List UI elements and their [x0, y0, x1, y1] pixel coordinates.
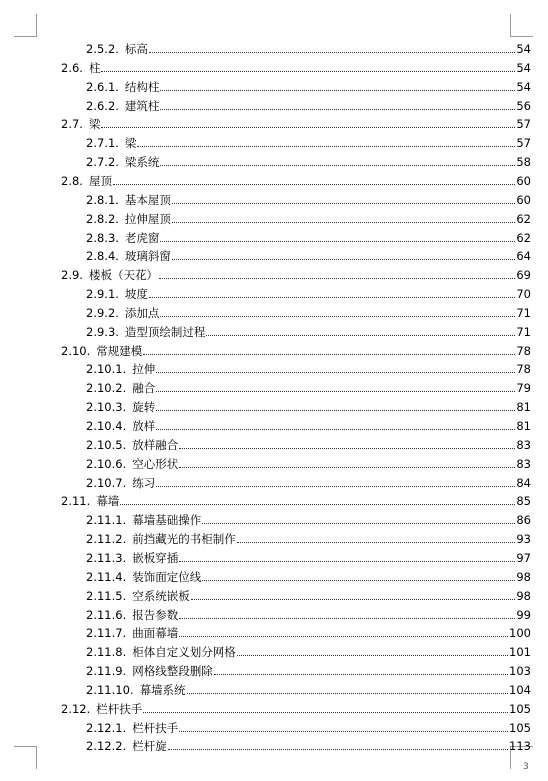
toc-entry-page: 85 — [516, 494, 531, 509]
toc-entry-title: 报告参数 — [132, 607, 179, 622]
toc-entry-page: 60 — [516, 173, 531, 188]
toc-entry-title: 标高 — [124, 42, 148, 56]
toc-entry-number: 2.12.1. — [86, 720, 127, 735]
toc-dot-leader — [191, 599, 516, 600]
toc-entry-page: 98 — [516, 569, 531, 584]
toc-entry-number: 2.8.4. — [86, 249, 119, 264]
toc-dot-leader — [159, 278, 515, 279]
toc-dot-leader — [179, 561, 515, 562]
toc-entry[interactable] — [0, 546, 548, 565]
toc-entry-title: 融合 — [132, 381, 156, 396]
toc-entry-page: 60 — [516, 192, 531, 207]
toc-entry-number: 2.10.6. — [86, 456, 127, 471]
toc-entry-page: 78 — [516, 343, 531, 358]
toc-dot-leader — [137, 146, 515, 147]
toc-entry-number: 2.10.2. — [86, 381, 127, 396]
toc-entry-number: 2.6.2. — [86, 98, 119, 113]
toc-entry[interactable] — [0, 226, 548, 245]
toc-entry[interactable] — [0, 734, 548, 753]
toc-entry-title: 幕墙基础操作 — [132, 513, 202, 528]
toc-dot-leader — [206, 335, 515, 336]
toc-entry-number: 2.8.2. — [86, 211, 119, 226]
toc-entry-page: 83 — [516, 456, 531, 471]
toc-dot-leader — [172, 259, 515, 260]
toc-entry-page: 70 — [516, 287, 531, 302]
toc-dot-leader — [202, 580, 515, 581]
toc-entry[interactable] — [0, 207, 548, 226]
toc-entry-title: 常规建模 — [96, 343, 143, 358]
toc-entry-page: 86 — [516, 513, 531, 528]
toc-dot-leader — [179, 448, 515, 449]
toc-entry-page: 103 — [509, 664, 531, 679]
toc-entry-title: 嵌板穿插 — [132, 550, 179, 565]
toc-entry[interactable] — [0, 508, 548, 527]
toc-entry-title: 练习 — [132, 475, 156, 490]
toc-entry-number: 2.8.3. — [86, 230, 119, 245]
toc-entry[interactable] — [0, 169, 548, 188]
toc-entry-page: 83 — [516, 437, 531, 452]
toc-entry-number: 2.10.5. — [86, 437, 127, 452]
toc-entry[interactable] — [0, 678, 548, 697]
toc-entry-title: 栏杆旋 — [132, 739, 167, 754]
toc-entry-page: 71 — [516, 305, 531, 320]
toc-entry-title: 拉伸 — [132, 362, 156, 377]
page-number: 3 — [523, 762, 529, 772]
toc-entry-number: 2.9.2. — [86, 305, 119, 320]
toc-dot-leader — [156, 486, 515, 487]
toc-dot-leader — [214, 674, 508, 675]
toc-entry-number: 2.12.2. — [86, 739, 127, 754]
crop-mark-top-left — [14, 14, 37, 37]
toc-entry-page: 64 — [516, 249, 531, 264]
toc-entry[interactable] — [0, 244, 548, 263]
toc-entry-page: 101 — [509, 645, 531, 660]
toc-entry-page: 84 — [516, 475, 531, 490]
toc-entry-number: 2.8.1. — [86, 192, 119, 207]
toc-dot-leader — [160, 165, 515, 166]
toc-entry-page: 69 — [516, 268, 531, 283]
toc-dot-leader — [172, 222, 515, 223]
toc-entry[interactable] — [0, 433, 548, 452]
toc-entry-title: 坡度 — [124, 287, 148, 302]
toc-entry-title: 柜体自定义划分网格 — [132, 645, 236, 660]
toc-entry-title: 旋转 — [132, 400, 156, 415]
toc-entry-number: 2.11.3. — [86, 550, 127, 565]
toc-entry-title: 添加点 — [124, 305, 160, 320]
toc-entry[interactable] — [0, 263, 548, 282]
toc-dot-leader — [202, 523, 515, 524]
toc-entry-title: 曲面幕墙 — [132, 626, 179, 641]
toc-entry-page: 100 — [509, 626, 531, 641]
toc-entry-title: 柱 — [88, 60, 101, 75]
toc-dot-leader — [237, 655, 508, 656]
toc-entry-title: 建筑柱 — [124, 98, 160, 113]
toc-dot-leader — [179, 467, 515, 468]
toc-entry-title: 空心形状 — [132, 456, 179, 471]
toc-entry-number: 2.10.3. — [86, 400, 127, 415]
toc-entry-page: 57 — [516, 136, 531, 151]
toc-entry[interactable] — [0, 75, 548, 94]
toc-entry-page: 105 — [509, 720, 531, 735]
toc-entry-page: 99 — [516, 607, 531, 622]
toc-entry-number: 2.11.5. — [86, 588, 127, 603]
toc-entry-number: 2.6. — [61, 60, 83, 75]
crop-mark-top-right — [510, 14, 533, 37]
toc-entry-title: 梁系统 — [124, 155, 160, 170]
toc-entry-page: 104 — [509, 682, 531, 697]
toc-entry[interactable] — [0, 489, 548, 508]
toc-dot-leader — [156, 391, 515, 392]
toc-entry-title: 空系统嵌板 — [132, 588, 190, 603]
toc-entry-number: 2.10.7. — [86, 475, 127, 490]
toc-entry-title: 梁 — [88, 117, 101, 132]
toc-entry[interactable] — [0, 716, 548, 735]
toc-entry-title: 放样融合 — [132, 437, 179, 452]
toc-entry-number: 2.7.2. — [86, 155, 119, 170]
toc-entry[interactable] — [0, 697, 548, 716]
toc-entry-page: 57 — [516, 117, 531, 132]
toc-dot-leader — [179, 618, 515, 619]
toc-entry-title: 装饰面定位线 — [132, 569, 202, 584]
toc-dot-leader — [143, 712, 508, 713]
toc-entry-number: 2.11.2. — [86, 532, 127, 547]
toc-entry-number: 2.9.1. — [86, 287, 119, 302]
toc-entry-title: 造型顶绘制过程 — [124, 324, 206, 339]
toc-entry-title: 栏杆扶手 — [96, 701, 143, 716]
toc-entry-page: 58 — [516, 155, 531, 170]
toc-entry-number: 2.11.8. — [86, 645, 127, 660]
toc-dot-leader — [149, 297, 515, 298]
toc-entry[interactable] — [0, 94, 548, 113]
toc-entry-page: 54 — [516, 79, 531, 94]
toc-entry-page: 62 — [516, 230, 531, 245]
toc-entry-page: 105 — [509, 701, 531, 716]
toc-entry-page: 79 — [516, 381, 531, 396]
toc-entry-number: 2.11.4. — [86, 569, 127, 584]
toc-entry-number: 2.6.1. — [86, 79, 119, 94]
toc-entry-number: 2.10. — [61, 343, 91, 358]
toc-entry-title: 前挡藏光的书柜制作 — [132, 532, 236, 547]
toc-dot-leader — [120, 504, 515, 505]
toc-entry-number: 2.12. — [61, 701, 91, 716]
toc-entry-title: 楼板（天花） — [88, 268, 158, 283]
toc-dot-leader — [160, 109, 515, 110]
toc-entry[interactable] — [0, 37, 548, 56]
toc-entry-number: 2.11.10. — [86, 682, 134, 697]
toc-dot-leader — [113, 184, 515, 185]
toc-entry[interactable] — [0, 150, 548, 169]
toc-dot-leader — [237, 542, 516, 543]
toc-entry-page: 56 — [516, 98, 531, 113]
toc-dot-leader — [156, 410, 515, 411]
toc-entry-page: 78 — [516, 362, 531, 377]
toc-dot-leader — [101, 127, 515, 128]
toc-dot-leader — [149, 52, 515, 53]
toc-entry[interactable] — [0, 339, 548, 358]
toc-entry-page: 62 — [516, 211, 531, 226]
toc-entry[interactable] — [0, 565, 548, 584]
toc-entry[interactable] — [0, 188, 548, 207]
toc-dot-leader — [187, 693, 508, 694]
toc-dot-leader — [160, 90, 515, 91]
toc-entry-number: 2.8. — [61, 173, 83, 188]
toc-entry[interactable] — [0, 56, 548, 75]
toc-entry[interactable] — [0, 584, 548, 603]
toc-dot-leader — [168, 749, 508, 750]
toc-entry[interactable] — [0, 621, 548, 640]
toc-entry-page: 113 — [509, 739, 531, 754]
toc-entry[interactable] — [0, 357, 548, 376]
toc-entry[interactable] — [0, 131, 548, 150]
toc-entry-page: 71 — [516, 324, 531, 339]
toc-entry-title: 结构柱 — [124, 79, 160, 94]
toc-entry-page: 81 — [516, 419, 531, 433]
toc-entry-number: 2.11.6. — [86, 607, 127, 622]
toc-entry-page: 54 — [516, 42, 531, 56]
toc-entry-page: 81 — [516, 400, 531, 415]
toc-entry-title: 幕墙系统 — [139, 682, 186, 697]
toc-entry-title: 屋顶 — [88, 173, 112, 188]
toc-entry-title: 老虎窗 — [124, 230, 160, 245]
toc-entry[interactable] — [0, 471, 548, 490]
toc-entry-title: 拉伸屋顶 — [124, 211, 171, 226]
toc-entry-number: 2.9. — [61, 268, 83, 283]
toc-entry-number: 2.11.7. — [86, 626, 127, 641]
toc-entry-title: 梁 — [124, 136, 137, 151]
toc-entry[interactable] — [0, 282, 548, 301]
toc-dot-leader — [156, 372, 515, 373]
toc-entry-number: 2.10.4. — [86, 419, 127, 433]
toc-entry-number: 2.11.9. — [86, 664, 127, 679]
toc-dot-leader — [160, 316, 515, 317]
toc-entry-title: 玻璃斜窗 — [124, 249, 171, 264]
toc-entry-number: 2.7.1. — [86, 136, 119, 151]
toc-entry-number: 2.11.1. — [86, 513, 127, 528]
toc-entry-title: 基本屋顶 — [124, 192, 171, 207]
toc-entry-page: 97 — [516, 550, 531, 565]
toc-entry-title: 放样 — [132, 419, 156, 433]
toc-entry[interactable] — [0, 112, 548, 131]
toc-dot-leader — [172, 203, 515, 204]
toc-entry[interactable] — [0, 527, 548, 546]
toc-entry[interactable] — [0, 376, 548, 395]
toc-entry-page: 98 — [516, 588, 531, 603]
toc-entry-title: 栏杆扶手 — [132, 720, 179, 735]
toc-entry[interactable] — [0, 395, 548, 414]
toc-entry[interactable] — [0, 320, 548, 339]
toc-entry-number: 2.11. — [61, 494, 91, 509]
toc-entry-number: 2.5.2. — [86, 42, 119, 56]
toc-entry[interactable] — [0, 301, 548, 320]
toc-entry-title: 网格线整段删除 — [132, 664, 213, 679]
toc-entry-title: 幕墙 — [96, 494, 120, 509]
toc-dot-leader — [179, 731, 508, 732]
toc-entry[interactable] — [0, 659, 548, 678]
toc-dot-leader — [179, 636, 508, 637]
toc-entry-number: 2.9.3. — [86, 324, 119, 339]
toc-entry-page: 93 — [516, 532, 531, 547]
toc-dot-leader — [156, 429, 515, 430]
toc-entry[interactable] — [0, 603, 548, 622]
toc-entry-number: 2.7. — [61, 117, 83, 132]
toc-entry[interactable] — [0, 414, 548, 433]
toc-dot-leader — [160, 241, 515, 242]
toc-dot-leader — [101, 71, 515, 72]
toc-entry[interactable] — [0, 640, 548, 659]
toc-entry-number: 2.10.1. — [86, 362, 127, 377]
toc-entry[interactable] — [0, 452, 548, 471]
toc-dot-leader — [143, 354, 515, 355]
toc-entry-page: 54 — [516, 60, 531, 75]
